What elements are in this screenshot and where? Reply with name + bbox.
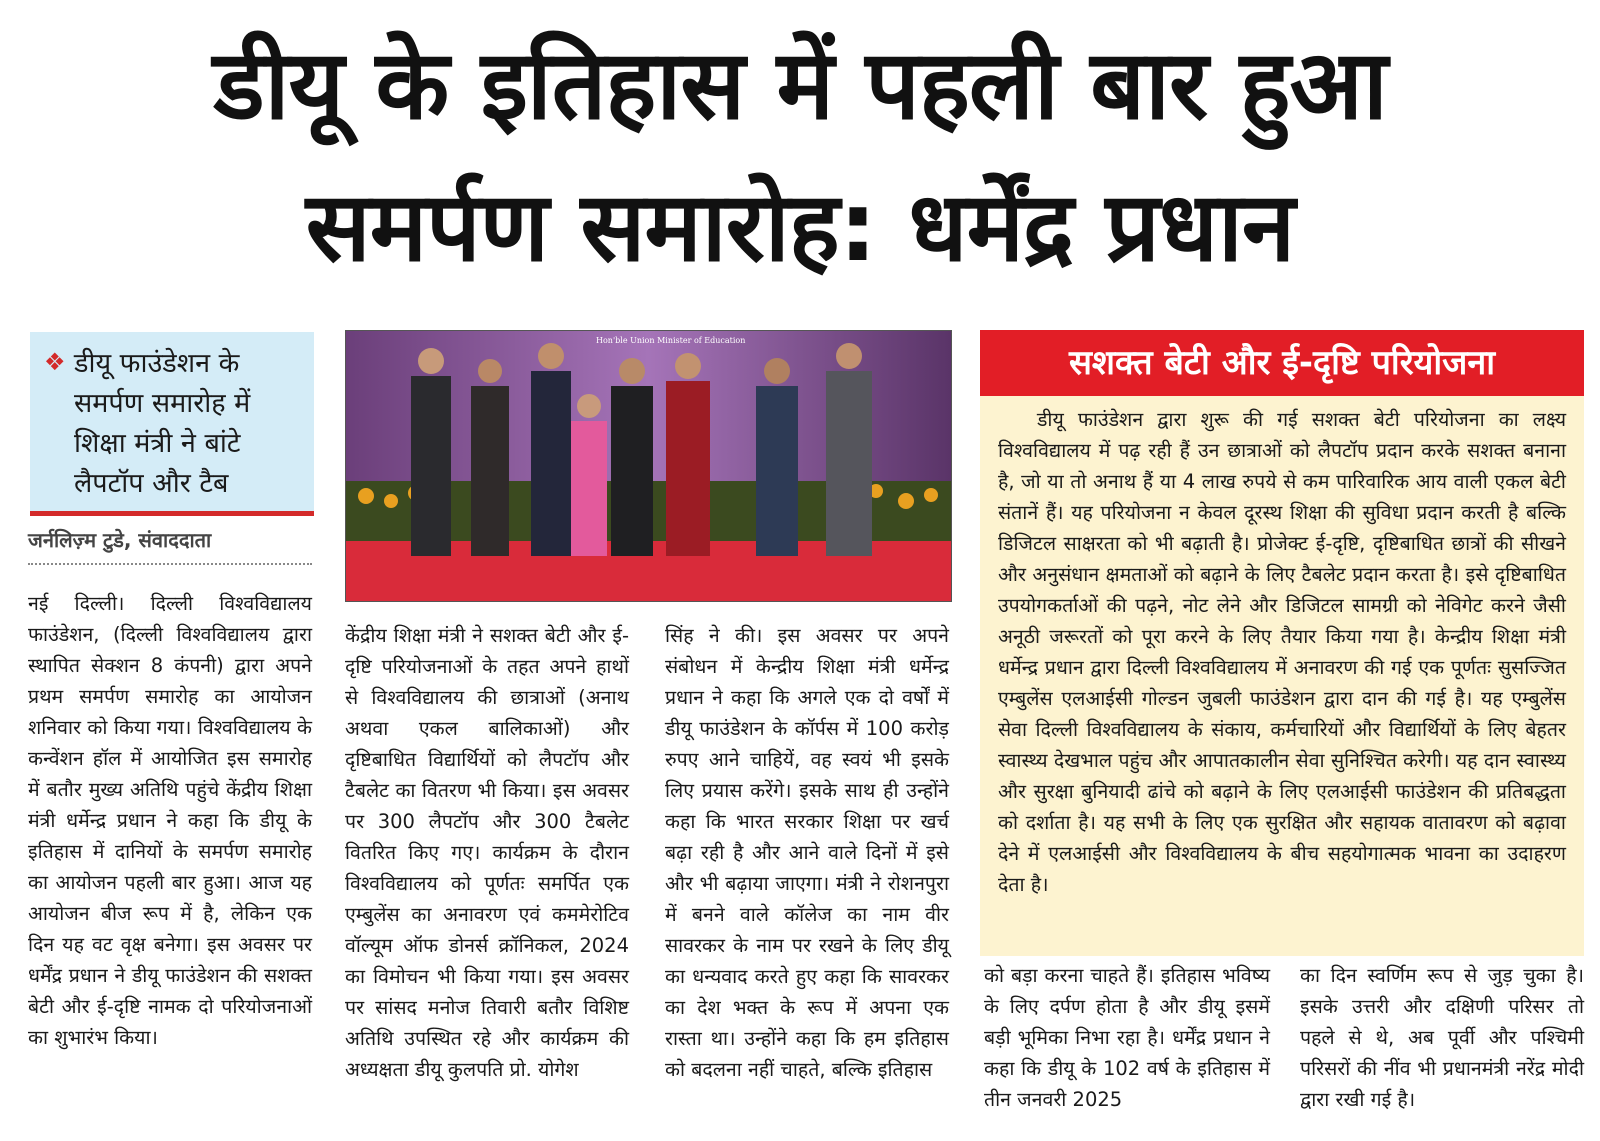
photo-banner-text: Hon'ble Union Minister of Education — [596, 336, 746, 345]
article-column-5: का दिन स्वर्णिम रूप से जुड़ चुका है। इसके उत्तरी और दक्षिणी परिसर तो पहले से थे, अब पूर्वी और पश्चिमी परिसरों की नींव भी प्रधानमंत्री नरेंद्र मोदी द्वारा रखी गई है। — [1300, 964, 1584, 1111]
headline-line-1: डीयू के इतिहास में पहली बार हुआ — [213, 29, 1387, 141]
sidebox-body: डीयू फाउंडेशन द्वारा शुरू की गई सशक्त बेटी परियोजना का लक्ष्य विश्वविद्यालय में पढ़ रही हैं उन छात्राओं को लैपटॉप प्रदान करके सशक्त बनाना है, जो या तो अनाथ हैं या 4 लाख रुपये से कम पारिवारिक आय वाली एकल बेटी संतानें हैं। यह परियोजना न केवल दूरस्थ शिक्षा की सुविधा प्रदान करती है बल्कि डिजिटल साक्षरता को भी बढ़ाती है। प्रोजेक्ट ई-दृष्टि, दृष्टिबाधित छात्रों की सीखने और अनुसंधान क्षमताओं को बढ़ाने के लिए टैबलेट प्रदान करता है। इसे दृष्टिबाधित उपयोगकर्ताओं की पढ़ने, नोट लेने और डिजिटल सामग्री को नेविगेट करने जैसी अनूठी जरूरतों को पूरा करने के लिए तैयार किया गया है। केन्द्रीय शिक्षा मंत्री धर्मेन्द्र प्रधान द्वारा दिल्ली विश्वविद्यालय में अनावरण की गई एक पूर्णतः सुसज्जित एम्बुलेंस एलआईसी गोल्डन जुबली फाउंडेशन द्वारा दान की गई है। यह एम्बुलेंस सेवा दिल्ली विश्वविद्यालय के संकाय, कर्मचारियों और विद्यार्थियों के लिए बेहतर स्वास्थ्य देखभाल पहुंच और आपातकालीन सेवा सुनिश्चित करेगी। यह दान स्वास्थ्य और सुरक्षा बुनियादी ढांचे को बढ़ाने के लिए एलआईसी फाउंडेशन की प्रतिबद्धता को दर्शाता है। यह सभी के लिए एक सुरक्षित और सहायक वातावरण को बढ़ावा देने में एलआईसी और विश्वविद्यालय के बीच सहयोगात्मक भावना का उदाहरण देता है। — [998, 408, 1566, 896]
highlight-box — [30, 332, 314, 516]
event-photo — [345, 330, 952, 602]
event-photo-illustration — [346, 331, 951, 601]
headline-line-2: समर्पण समारोह: धर्मेंद्र प्रधान — [305, 171, 1295, 283]
article-column-3: सिंह ने की। इस अवसर पर अपने संबोधन में केन्द्रीय शिक्षा मंत्री धर्मेन्द्र प्रधान ने कहा कि अगले एक दो वर्षों में डीयू फाउंडेशन के कॉर्पस में 100 करोड़ रुपए आने चाहियें, वह स्वयं भी इसके लिए प्रयास करेंगे। इसके साथ ही उन्होंने कहा कि भारत सरकार शिक्षा पर खर्च बढ़ा रही है और आने वाले दिनों में इसे और भी बढ़ाया जाएगा। मंत्री ने रोशनपुरा में बनने वाले कॉलेज का नाम वीर सावरकर के नाम पर रखने के लिए डीयू का धन्यवाद करते हुए कहा कि सावरकर का देश भक्त के रूप में अपना एक रास्ता था। उन्होंने कहा कि हम इतिहास को बदलना नहीं चाहते, बल्कि इतिहास — [665, 624, 949, 1081]
sidebox-title: सशक्त बेटी और ई-दृष्टि परियोजना — [980, 330, 1584, 396]
highlight-text: डीयू फाउंडेशन के समर्पण समारोह में शिक्षा मंत्री ने बांटे लैपटॉप और टैब — [74, 348, 251, 499]
sidebox — [980, 330, 1584, 956]
diamond-bullet-icon: ❖ — [44, 348, 66, 376]
article-column-4: को बड़ा करना चाहते हैं। इतिहास भविष्य के लिए दर्पण होता है और डीयू इसमें बड़ी भूमिका निभा रहा है। धर्मेंद्र प्रधान ने कहा कि डीयू के 102 वर्ष के इतिहास में तीन जनवरी 2025 — [984, 964, 1270, 1111]
headline — [0, 18, 1600, 302]
article-column-2: केंद्रीय शिक्षा मंत्री ने सशक्त बेटी और ई-दृष्टि परियोजनाओं के तहत अपने हाथों से विश्वविद्यालय की छात्राओं (अनाथ अथवा एकल बालिकाओं) और दृष्टिबाधित विद्यार्थियों को लैपटॉप और टैबलेट का वितरण भी किया। इस अवसर पर 300 लैपटॉप और 300 टैबलेट वितरित किए गए। कार्यक्रम के दौरान विश्वविद्यालय को पूर्णतः समर्पित एक एम्बुलेंस का अनावरण एवं कममेरोटिव वॉल्यूम ऑफ डोनर्स क्रॉनिकल, 2024 का विमोचन भी किया गया। इस अवसर पर सांसद मनोज तिवारी बतौर विशिष्ट अतिथि उपस्थित रहे और कार्यक्रम की अध्यक्षता डीयू कुलपति प्रो. योगेश — [345, 624, 629, 1081]
byline: जर्नलिज़्म टुडे, संवाददाता — [28, 526, 312, 565]
article-column-1: नई दिल्ली। दिल्ली विश्वविद्यालय फाउंडेशन, (दिल्ली विश्वविद्यालय द्वारा स्थापित सेक्शन 8 कंपनी) द्वारा अपने प्रथम समर्पण समारोह का आयोजन शनिवार को किया गया। विश्वविद्यालय के कन्वेंशन हॉल में आयोजित इस समारोह में बतौर मुख्य अतिथि पहुंचे केंद्रीय शिक्षा मंत्री धर्मेन्द्र प्रधान ने कहा कि डीयू के इतिहास में दानियों के समर्पण समारोह का आयोजन पहली बार हुआ। आज यह आयोजन बीज रूप में है, लेकिन एक दिन यह वट वृक्ष बनेगा। इस अवसर पर धर्मेंद्र प्रधान ने डीयू फाउंडेशन की सशक्त बेटी और ई-दृष्टि नामक दो परियोजनाओं का शुभारंभ किया। — [28, 592, 312, 1049]
